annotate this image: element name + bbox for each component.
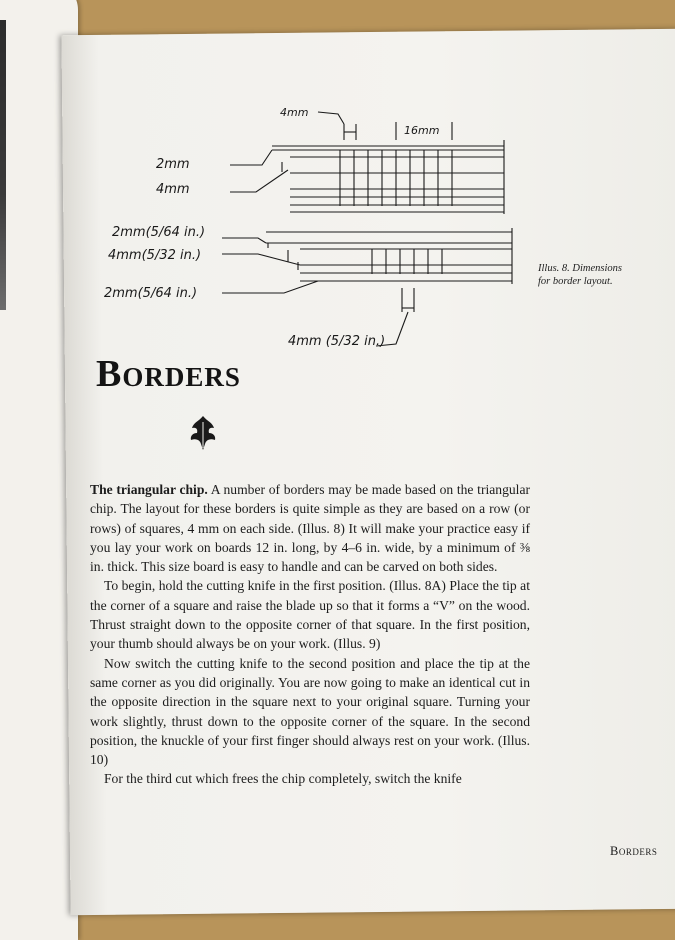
border-layout-diagram — [0, 0, 675, 360]
leaf-ornament-icon — [188, 414, 218, 452]
dim-label-4mm-bottom: 4mm (5/32 in.) — [288, 334, 386, 349]
body-text — [90, 480, 530, 789]
figure-caption — [538, 262, 658, 288]
paragraph-4: For the third cut which frees the chip completely, switch the knife — [104, 771, 462, 787]
paragraph-2: To begin, hold the cutting knife in the first position. (Illus. 8A) Place the tip at the corner of a square and raise the blade up so that it forms a “V” on the wood. Thrust straight down to the opposite corner of that square. In the first position, your thumb should always be on your work. (Illus. 9) — [90, 578, 530, 652]
dim-label-4mm-top: 4mm — [280, 106, 309, 119]
paragraph-1-text: A number of borders may be made based on the triangular chip. The layout for these borders is quite simple as they are based on a row (or rows) of squares, 4 mm on each side. (Illus. 8) It will make your practice easy if you lay your work on boards 12 in. long, by 4–6 in. wide, by a minimum of ⅜ in. thick. This size board is easy to handle and can be carved on both sides. — [90, 482, 531, 575]
paragraph-1 — [90, 480, 530, 576]
paragraph-3: Now switch the cutting knife to the second position and place the tip at the same corner as you did originally. You are now going to make an identical cut in the opposite direction in the square next to your original square. Turning your work slightly, thrust down to the opposite corner of the square. In the second position, the knuckle of your first finger should always rest on your work. (Illus. 10) — [90, 655, 530, 768]
dim-label-4mm-upper: 4mm — [156, 182, 190, 197]
dim-label-16mm: 16mm — [404, 124, 440, 137]
dim-label-2mm-upper: 2mm — [156, 157, 190, 172]
caption-line-2: for border layout. — [538, 276, 613, 287]
dim-label-2mm-lower-a: 2mm(5/64 in.) — [112, 225, 206, 240]
dim-label-2mm-lower-b: 2mm(5/64 in.) — [104, 286, 198, 301]
caption-line-1: Illus. 8. Dimensions — [538, 263, 622, 274]
dim-label-4mm-lower: 4mm(5/32 in.) — [108, 248, 202, 263]
chapter-title: Borders — [96, 353, 241, 395]
run-in-heading: The triangular chip. — [90, 482, 208, 497]
running-footer: Borders — [610, 844, 658, 858]
